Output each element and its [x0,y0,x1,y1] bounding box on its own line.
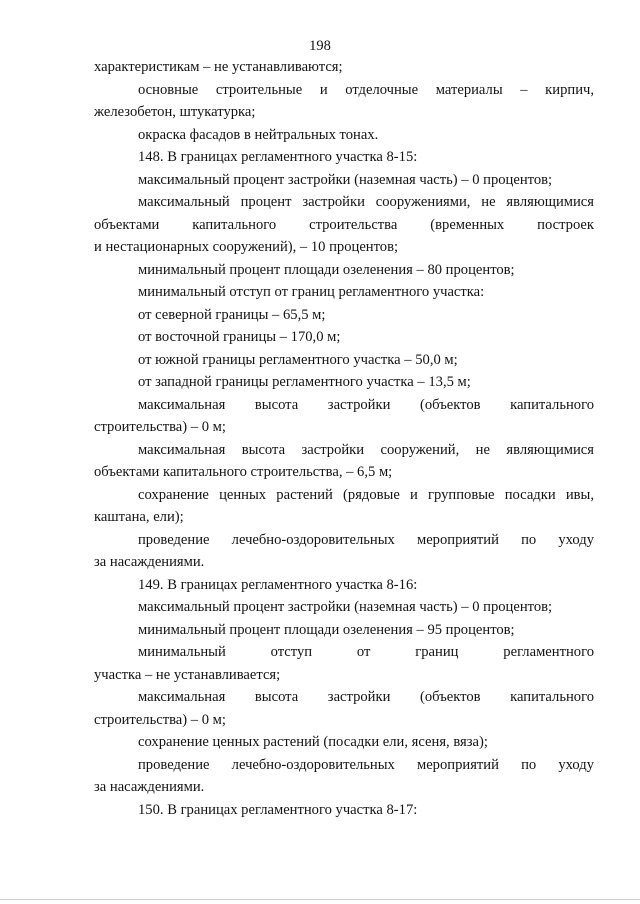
text-line: максимальный процент застройки сооружениями, не являющимися [138,194,594,210]
text-line: максимальный процент застройки (наземная часть) – 0 процентов; [138,171,553,188]
text-line: каштана, ели); [94,509,184,525]
text-line: минимальный отступ от границ регламентного [138,644,594,660]
text-line: строительства) – 0 м; [94,711,226,728]
text-line: максимальная высота застройки сооружений, не являющимися [138,441,594,458]
text-line: максимальный процент застройки (наземная часть) – 0 процентов; [138,599,553,615]
text-line: 149. В границах регламентного участка 8-16: [138,576,418,593]
text-line: проведение лечебно-оздоровительных мероприятий по уходу [138,531,594,548]
document-body [94,56,594,821]
text-line: окраска фасадов в нейтральных тонах. [138,126,379,143]
text-line: объектами капитального строительства, – 6,5 м; [94,464,393,480]
page-bottom-rule [0,899,640,900]
text-line: за насаждениями. [94,779,205,795]
text-line: и нестационарных сооружений), – 10 процентов; [94,239,399,255]
text-line: от западной границы регламентного участка – 13,5 м; [138,374,471,390]
text-line: от южной границы регламентного участка – 50,0 м; [138,351,458,368]
text-line: минимальный процент площади озеленения – 95 процентов; [138,621,515,638]
text-line: от северной границы – 65,5 м; [138,306,326,323]
text-line: основные строительные и отделочные материалы – кирпич, [138,81,594,98]
text-line: 148. В границах регламентного участка 8-15: [138,149,418,165]
text-line: максимальная высота застройки (объектов капитального [138,396,594,413]
text-line: проведение лечебно-оздоровительных мероприятий по уходу [138,756,594,773]
text-line: участка – не устанавливается; [94,666,281,683]
text-line: характеристикам – не устанавливаются; [94,59,343,75]
text-line: 150. В границах регламентного участка 8-17: [138,801,418,818]
text-line: за насаждениями. [94,554,205,570]
text-line: сохранение ценных растений (рядовые и групповые посадки ивы, [138,486,594,503]
text-line: от восточной границы – 170,0 м; [138,329,341,345]
text-line: минимальный процент площади озеленения – 80 процентов; [138,261,515,278]
text-line: железобетон, штукатурка; [94,104,256,120]
text-line: объектами капитального строительства (временных построек [94,216,594,233]
text-line: строительства) – 0 м; [94,419,226,435]
text-line: сохранение ценных растений (посадки ели, ясеня, вяза); [138,734,488,750]
text-line: максимальная высота застройки (объектов капитального [138,689,594,705]
text-line: минимальный отступ от границ регламентного участка: [138,284,485,300]
page-number: 198 [309,38,331,54]
